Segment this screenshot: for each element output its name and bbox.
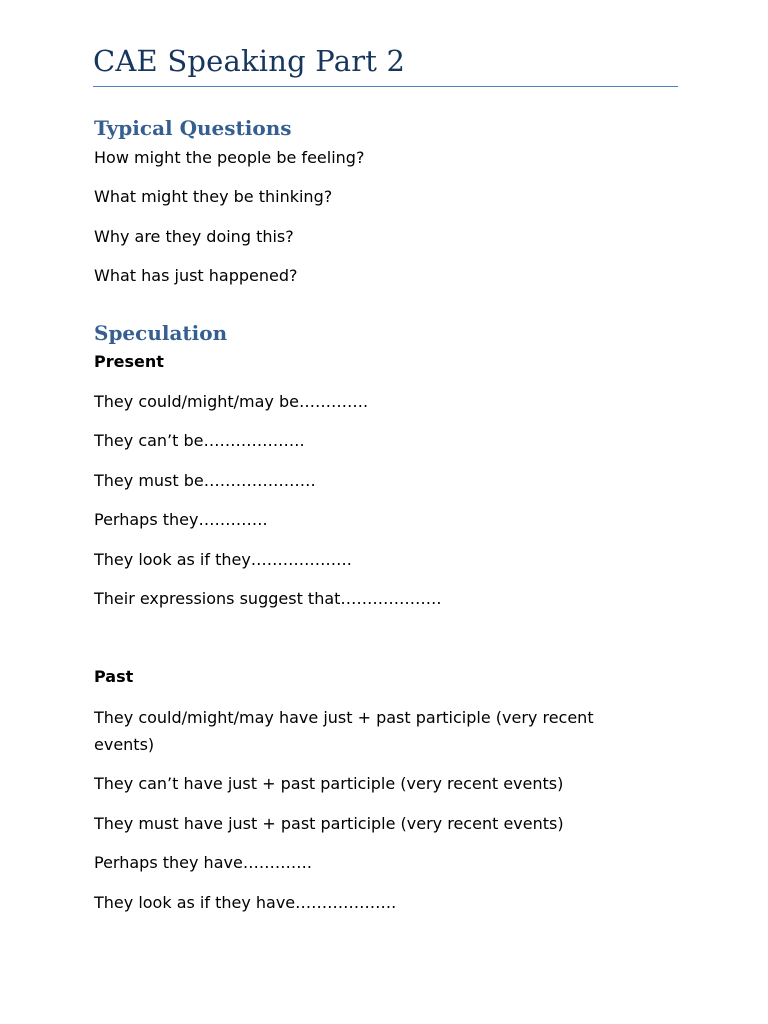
page-title: CAE Speaking Part 2 xyxy=(93,44,406,78)
past-phrase-line: Perhaps they have…………. xyxy=(94,853,312,872)
question-line: What might they be thinking? xyxy=(94,187,333,206)
question-line: Why are they doing this? xyxy=(94,227,294,246)
title-underline xyxy=(93,86,678,87)
past-phrase-line: They must have just + past participle (very recent events) xyxy=(94,814,564,833)
present-phrase-line: They could/might/may be…………. xyxy=(94,392,369,411)
heading-speculation: Speculation xyxy=(94,321,228,345)
past-phrase-line: They look as if they have………………. xyxy=(94,893,397,912)
subheading-present: Present xyxy=(94,352,164,371)
present-phrase-line: They look as if they………………. xyxy=(94,550,352,569)
subheading-past: Past xyxy=(94,667,134,686)
present-phrase-line: Perhaps they…………. xyxy=(94,510,268,529)
question-line: What has just happened? xyxy=(94,266,298,285)
past-phrase-line: They can’t have just + past participle (very recent events) xyxy=(94,774,564,793)
heading-typical-questions: Typical Questions xyxy=(94,116,292,140)
past-phrase-line: They could/might/may have just + past participle (very recent events) xyxy=(94,708,594,754)
present-phrase-line: They can’t be………………. xyxy=(94,431,305,450)
question-line: How might the people be feeling? xyxy=(94,148,365,167)
present-phrase-line: They must be………………… xyxy=(94,471,316,490)
present-phrase-line: Their expressions suggest that………………. xyxy=(94,589,442,608)
